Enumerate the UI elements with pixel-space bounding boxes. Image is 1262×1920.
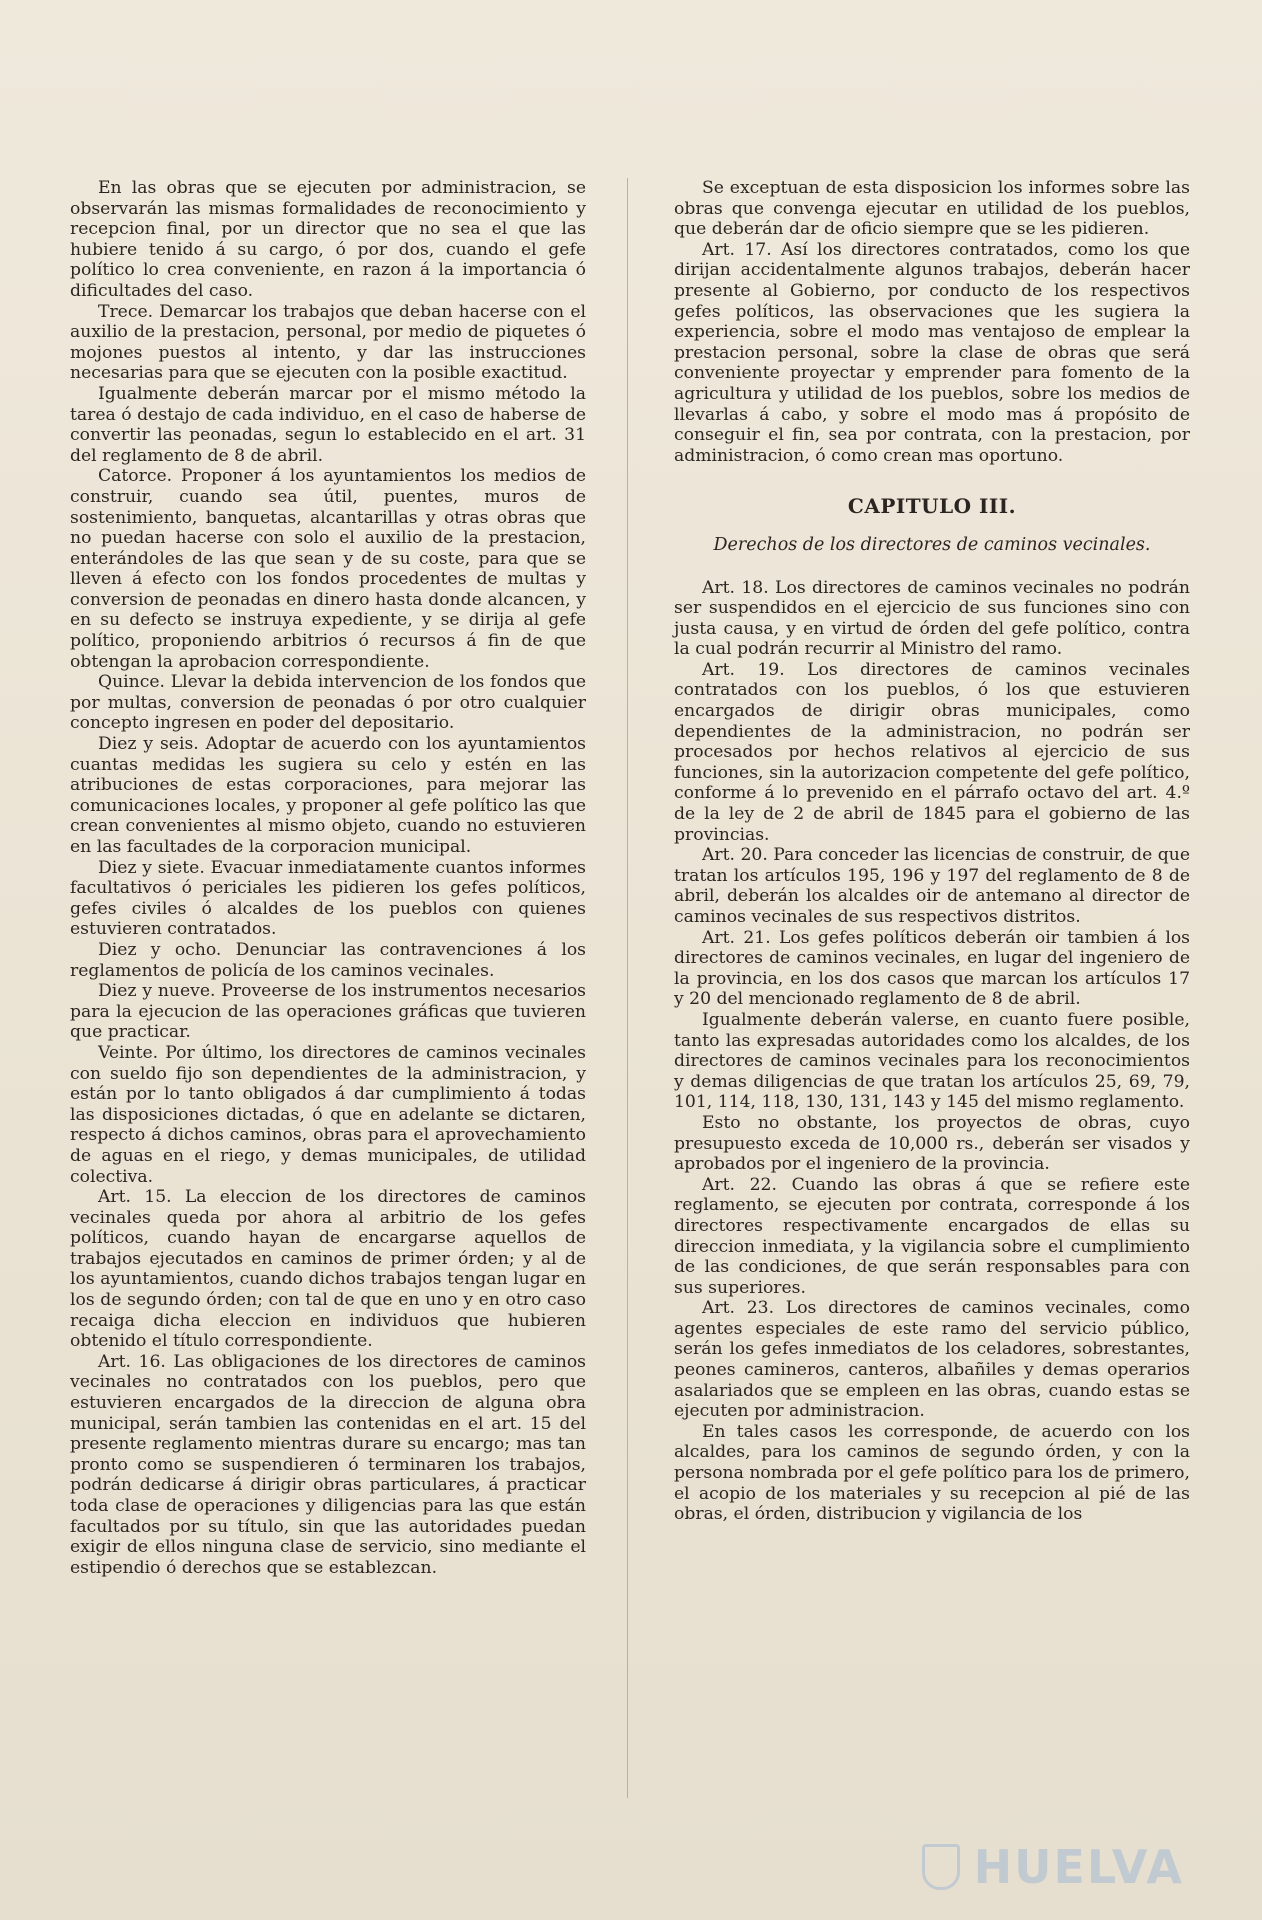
paragraph: Art. 15. La eleccion de los directores de caminos vecinales queda por ahora al arbitrio de los gefes políticos, cuando hayan de encargarse aquellos de trabajos ejecutados en caminos de primer órden; y al de los ayuntamientos, cuando dichos trabajos tengan lugar en los de segundo órden; con tal de que en uno y en otro caso recaiga dicha eleccion en individuos que hubieren obtenido el título correspondiente. bbox=[70, 1187, 586, 1352]
paragraph: Art. 18. Los directores de caminos vecinales no podrán ser suspendidos en el ejercicio de sus funciones sino con justa causa, y en virtud de órden del gefe político, contra la cual podrán recurrir al Ministro del ramo. bbox=[674, 577, 1190, 660]
paragraph: Diez y nueve. Proveerse de los instrumentos necesarios para la ejecucion de las operaciones gráficas que tuvieren que practicar. bbox=[70, 981, 586, 1043]
paragraph: Veinte. Por último, los directores de caminos vecinales con sueldo fijo son dependientes de la administracion, y están por lo tanto obligados á dar cumplimiento á todas las disposiciones dictadas, ó que en adelante se dictaren, respecto á dichos caminos, obras para el aprovechamiento de aguas en el riego, y demas municipales, de utilidad colectiva. bbox=[70, 1042, 586, 1187]
paragraph: Art. 16. Las obligaciones de los directores de caminos vecinales no contratados con los pueblos, pero que estuvieren encargados de la direccion de alguna obra municipal, serán tambien las contenidas en el art. 15 del presente reglamento mientras durare su encargo; mas tan pronto como se suspendieren ó terminaren los trabajos, podrán dedicarse á dirigir obras particulares, á practicar toda clase de operaciones y diligencias para las que están facultados por su título, sin que las autoridades puedan exigir de ellos ninguna clase de servicio, sino mediante el estipendio ó derechos que se establezcan. bbox=[70, 1351, 586, 1578]
chapter-subtitle: Derechos de los directores de caminos vecinales. bbox=[713, 534, 1151, 555]
paragraph: Catorce. Proponer á los ayuntamientos los medios de construir, cuando sea útil, puentes, muros de sostenimiento, banquetas, alcantarillas y otras obras que no puedan hacerse con solo el auxilio de la prestacion, enterándoles de las que sean y de su coste, para que se lleven á efecto con los fondos procedentes de multas y conversion de peonadas en dinero hasta donde alcancen, y en su defecto se instruya expediente, y se dirija al gefe político, proponiendo arbitrios ó recursos á fin de que obtengan la aprobacion correspondiente. bbox=[70, 466, 586, 672]
watermark-text: HUELVA bbox=[973, 1840, 1184, 1894]
paragraph: Igualmente deberán valerse, en cuanto fuere posible, tanto las expresadas autoridades como los alcaldes, de los directores de caminos vecinales para los reconocimientos y demas diligencias de que tratan los artículos 25, 69, 79, 101, 114, 118, 130, 131, 143 y 145 del mismo reglamento. bbox=[674, 1009, 1190, 1113]
right-column bbox=[674, 178, 1190, 1525]
paragraph: Esto no obstante, los proyectos de obras, cuyo presupuesto exceda de 10,000 rs., deberán ser visados y aprobados por el ingeniero de la provincia. bbox=[674, 1112, 1190, 1175]
paragraph: En tales casos les corresponde, de acuerdo con los alcaldes, para los caminos de segundo órden, y con la persona nombrada por el gefe político para los de primero, el acopio de los materiales y su recepcion al pié de las obras, el órden, distribucion y vigilancia de los bbox=[674, 1421, 1190, 1525]
paragraph: Quince. Llevar la debida intervencion de los fondos que por multas, conversion de peonadas ó por otro cualquier concepto ingresen en poder del depositario. bbox=[70, 672, 586, 734]
paragraph: En las obras que se ejecuten por administracion, se observarán las mismas formalidades de reconocimiento y recepcion final, por un director que no sea el que las hubiere tenido á su cargo, ó por dos, cuando el gefe político lo crea conveniente, en razon á la importancia ó dificultades del caso. bbox=[70, 178, 586, 301]
paragraph: Art. 21. Los gefes políticos deberán oir tambien á los directores de caminos vecinales, en lugar del ingeniero de la provincia, en los dos casos que marcan los artículos 17 y 20 del mencionado reglamento de 8 de abril. bbox=[674, 927, 1190, 1010]
paragraph: Trece. Demarcar los trabajos que deban hacerse con el auxilio de la prestacion, personal, por medio de piquetes ó mojones puestos al intento, y dar las instrucciones necesarias para que se ejecuten con la posible exactitud. bbox=[70, 301, 586, 384]
shield-icon bbox=[922, 1844, 960, 1890]
paragraph: Art. 17. Así los directores contratados, como los que dirijan accidentalmente algunos trabajos, deberán hacer presente al Gobierno, por conducto de los respectivos gefes políticos, las observaciones que les sugiera la experiencia, sobre el modo mas ventajoso de emplear la prestacion personal, sobre la clase de obras que será conveniente proyectar y emprender para fomento de la agricultura y utilidad de los pueblos, sobre los medios de llevarlas á cabo, y sobre el modo mas á propósito de conseguir el fin, sea por contrata, con la prestacion, por administracion, ó como crean mas oportuno. bbox=[674, 239, 1190, 466]
paragraph: Art. 23. Los directores de caminos vecinales, como agentes especiales de este ramo del servicio público, serán los gefes inmediatos de los celadores, sobrestantes, peones camineros, canteros, albañiles y demas operarios asalariados que se empleen en las obras, cuando estas se ejecuten por administracion. bbox=[674, 1298, 1190, 1422]
paragraph: Diez y ocho. Denunciar las contravenciones á los reglamentos de policía de los caminos vecinales. bbox=[70, 939, 586, 981]
paragraph: Se exceptuan de esta disposicion los informes sobre las obras que convenga ejecutar en utilidad de los pueblos, que deberán dar de oficio siempre que se les pidieren. bbox=[674, 178, 1190, 240]
paragraph: Art. 20. Para conceder las licencias de construir, de que tratan los artículos 195, 196 y 197 del reglamento de 8 de abril, deberán los alcaldes oir de antemano al director de caminos vecinales de sus respectivos distritos. bbox=[674, 845, 1190, 927]
paragraph: Diez y siete. Evacuar inmediatamente cuantos informes facultativos ó periciales les pidieren los gefes políticos, gefes civiles ó alcaldes de los pueblos con quienes estuvieren contratados. bbox=[70, 857, 586, 940]
paragraph: Igualmente deberán marcar por el mismo método la tarea ó destajo de cada individuo, en el caso de haberse de convertir las peonadas, segun lo establecido en el art. 31 del reglamento de 8 de abril. bbox=[70, 383, 586, 466]
paragraph: Art. 22. Cuando las obras á que se refiere este reglamento, se ejecuten por contrata, corresponde á los directores respectivamente encargados de ellas su direccion inmediata, y la vigilancia sobre el cumplimiento de las condiciones, de que serán responsables para con sus superiores. bbox=[674, 1174, 1190, 1298]
paragraph: Diez y seis. Adoptar de acuerdo con los ayuntamientos cuantas medidas les sugiera su celo y estén en las atribuciones de estas corporaciones, para mejorar las comunicaciones locales, y proponer al gefe político las que crean convenientes al mismo objeto, cuando no estuvieren en las facultades de la corporacion municipal. bbox=[70, 734, 586, 857]
column-divider bbox=[627, 178, 628, 1798]
paragraph: Art. 19. Los directores de caminos vecinales contratados con los pueblos, ó los que estuvieren encargados de dirigir obras municipales, como dependientes de la administracion, no podrán ser procesados por hechos relativos al ejercicio de sus funciones, sin la autorizacion competente del gefe político, conforme á lo prevenido en el párrafo octavo del art. 4.º de la ley de 2 de abril de 1845 para el gobierno de las provincias. bbox=[674, 659, 1190, 845]
watermark-logo bbox=[922, 1840, 1184, 1894]
chapter-title: CAPITULO III. bbox=[847, 494, 1017, 519]
left-column bbox=[70, 178, 586, 1578]
